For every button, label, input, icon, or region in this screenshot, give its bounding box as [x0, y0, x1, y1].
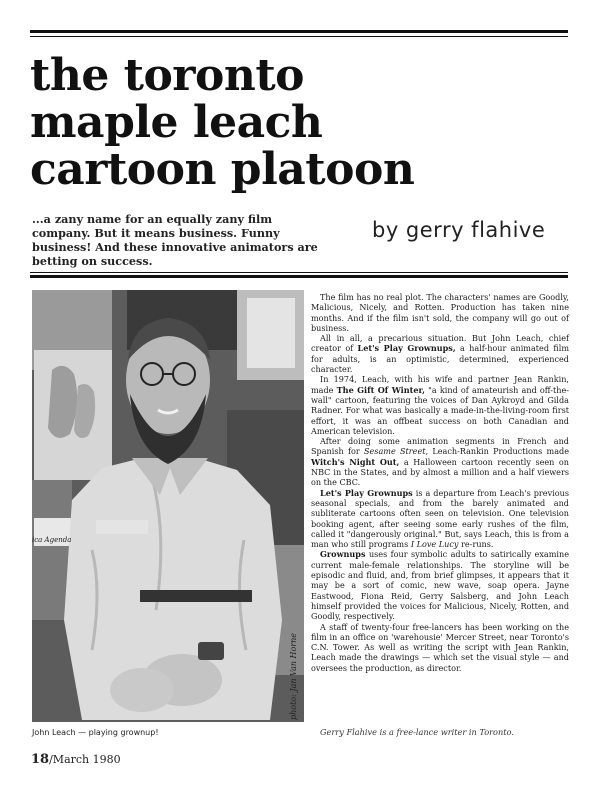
- p3-film-title: The Gift Of Winter,: [336, 384, 425, 395]
- p6-text-b: uses four symbolic adults to satirically examine current male-female relationships. The storyline will be episodic and fluid, and, from brief glimpses, it appears that it may be a sort of comic, new wave, soap opera. Jayne Eastwood, Fiona Reid, Gerry Salsberg, and John Leach himself provided the voices for Malicious, Nicely, Rotten, and Goodly, respectively.: [311, 549, 569, 622]
- photo-credit: photo: Jan Van Horne: [289, 632, 298, 720]
- p6-film-title: Grownups: [320, 549, 366, 560]
- page-footer: [31, 752, 121, 767]
- page-number: 18: [31, 752, 50, 767]
- p4-text-a: After doing some animation segments in French and Spanish for: [311, 436, 569, 457]
- headline: [30, 52, 570, 193]
- portrait-photo: [32, 290, 304, 722]
- byline: by gerry flahive: [372, 218, 546, 242]
- section-rule-thick: [30, 275, 568, 278]
- author-note: Gerry Flahive is a free-lance writer in Toronto.: [320, 727, 514, 737]
- p4-text-c: Leach-Rankin Productions made: [428, 446, 569, 457]
- headline-line-2: maple leach: [30, 97, 323, 148]
- p4-text-e: a Halloween cartoon recently seen on NBC in the States, and by almost a million and a half viewers on the CBC.: [311, 456, 569, 488]
- p5-show-title: I Love Lucy: [410, 539, 459, 550]
- p2-film-title: Let's Play Grownups,: [357, 343, 456, 354]
- p5-text-b: is a departure from Leach's previous seasonal specials, and from the barely animated and subliterate cartoons often seen on television. One television booking agent, after seeing some early rushes of the film, called it "dangerously original." But, says Leach, this is from a man who still programs: [311, 487, 569, 550]
- section-rule-thin: [30, 272, 568, 273]
- p2-text-c: a half-hour animated film for adults, is an optimistic, determined, experienced character.: [311, 343, 569, 375]
- paragraph-6: [311, 549, 569, 621]
- p5-text-d: re-runs.: [458, 539, 494, 550]
- paragraph-5: [311, 488, 569, 550]
- paragraph-2: [311, 333, 569, 374]
- p4-show-title: Sesame Street,: [363, 446, 429, 457]
- article-body: [311, 292, 569, 673]
- top-rule-thin: [30, 36, 568, 37]
- portrait-illustration: [32, 290, 304, 722]
- headline-line-1: the toronto: [30, 50, 304, 101]
- issue-date: /March 1980: [49, 753, 121, 766]
- paragraph-1: The film has no real plot. The characters' names are Goodly, Malicious, Nicely, and Rotten. Production has taken nine months. And if the film isn't sold, the company will go out of business.: [311, 292, 569, 333]
- paragraph-4: [311, 436, 569, 487]
- photo-sign-text: ica Agenda: [32, 536, 72, 544]
- p3-text-a: In 1974, Leach, with his wife and partner Jean Rankin, made: [311, 374, 569, 395]
- headline-line-3: cartoon platoon: [30, 144, 415, 195]
- p2-text-a: All in all, a precarious situation. But John Leach, chief creator of: [311, 333, 569, 354]
- p3-text-c: "a kind of amateurish and off-the-wall" cartoon, featuring the voices of Dan Aykroyd and Gilda Radner. For what was basically a made-in-the-living-room first effort, it was an offbeat success on both Canadian and American television.: [311, 384, 569, 436]
- p5-film-title: Let's Play Grownups: [320, 487, 413, 498]
- deck-intro: ...a zany name for an equally zany film company. But it means business. Funny business! And these innovative animators are betting on success.: [32, 212, 318, 268]
- p4-film-title: Witch's Night Out,: [311, 456, 400, 467]
- paragraph-3: [311, 374, 569, 436]
- photo-caption: John Leach — playing grownup!: [32, 728, 159, 737]
- paragraph-7: A staff of twenty-four free-lancers has been working on the film in an office on 'warehousie' Mercer Street, near Toronto's C.N. Tower. As well as writing the script with Jean Rankin, Leach made the drawings — which set the visual style — and oversees the production, as director.: [311, 621, 569, 673]
- top-rule-thick: [30, 30, 568, 33]
